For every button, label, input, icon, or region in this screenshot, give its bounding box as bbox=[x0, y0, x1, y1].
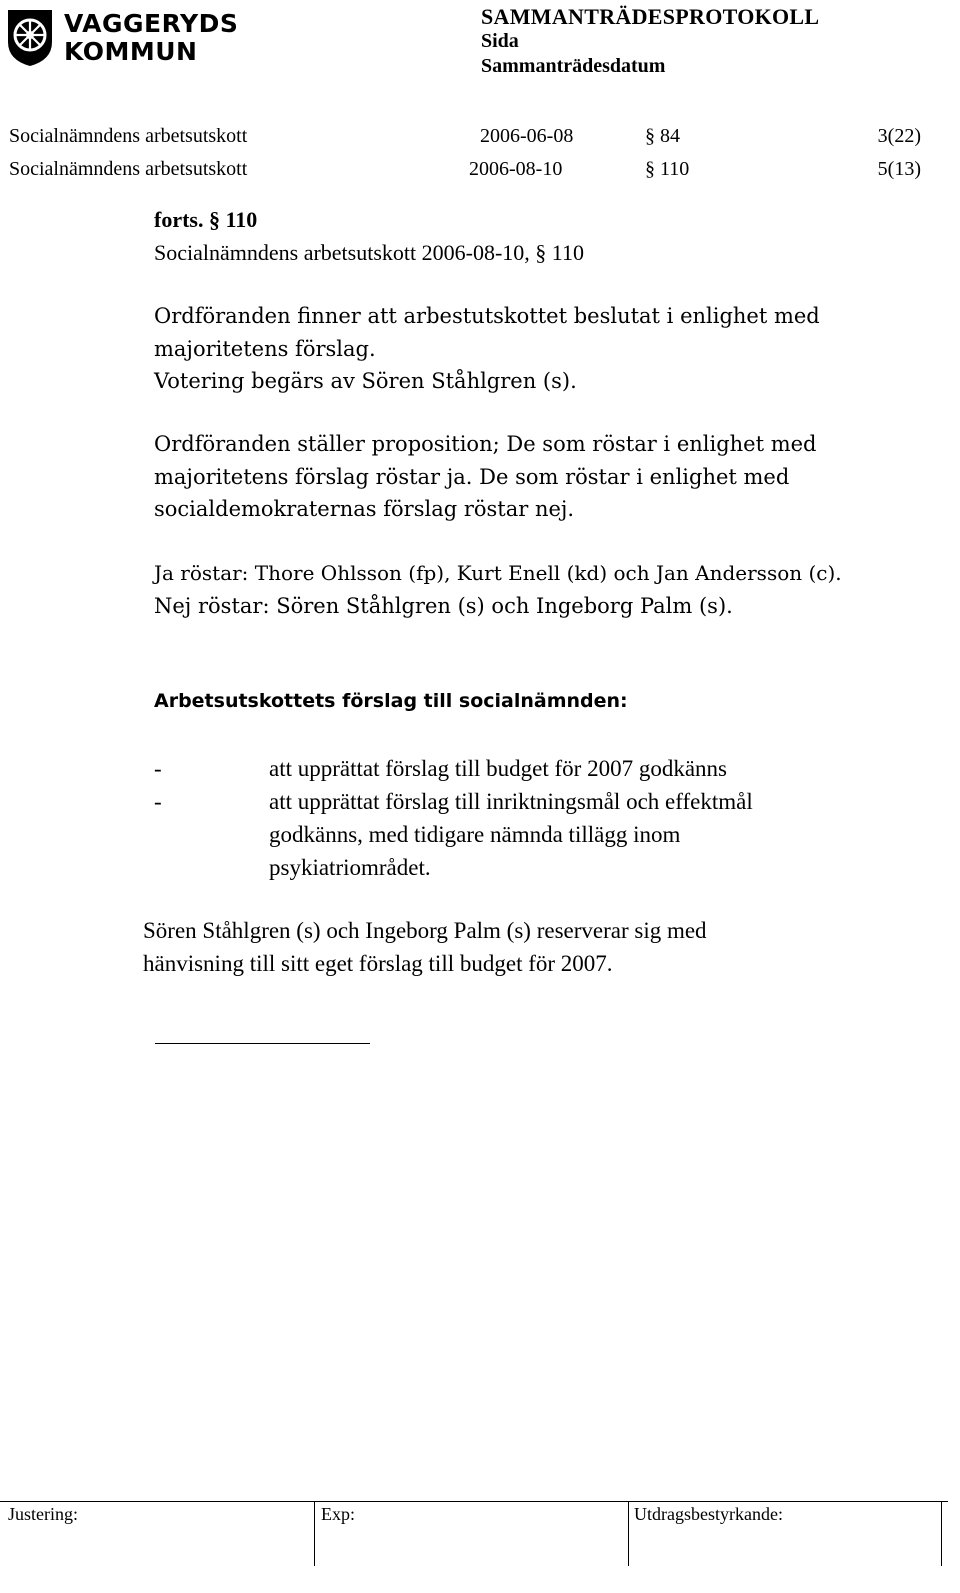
meeting-row-2-paragraph: § 110 bbox=[645, 158, 690, 180]
section-continued bbox=[154, 207, 257, 233]
section-continued-text: forts. § 110 bbox=[154, 207, 258, 232]
footer-exp-label: Exp: bbox=[321, 1504, 355, 1524]
proposal-item-1-text: att upprättat förslag till budget för 2007 godkänns bbox=[269, 756, 727, 781]
footer-divider-2 bbox=[628, 1502, 629, 1566]
proposal-item-2-dash: - bbox=[154, 789, 162, 814]
footer-justering-label: Justering: bbox=[8, 1504, 78, 1524]
proposal-item-2-line-3: psykiatriområdet. bbox=[269, 855, 431, 880]
meeting-row-1-body: Socialnämndens arbetsutskott bbox=[9, 125, 248, 147]
meeting-row-1-date: 2006-06-08 bbox=[480, 125, 574, 147]
meeting-row-2-body: Socialnämndens arbetsutskott bbox=[9, 158, 248, 180]
paragraph-1-line-3: Votering begärs av Sören Ståhlgren (s). bbox=[154, 369, 577, 393]
proposal-item-2-line-1: att upprättat förslag till inriktningsmål och effektmål bbox=[269, 789, 753, 814]
municipality-name bbox=[64, 10, 238, 66]
paragraph-1-line-2: majoritetens förslag. bbox=[154, 337, 376, 361]
footer-divider-3 bbox=[941, 1502, 942, 1566]
vote-no-line: Nej röstar: Sören Ståhlgren (s) och Ingeborg Palm (s). bbox=[154, 594, 733, 618]
footer-utdrag-label: Utdragsbestyrkande: bbox=[634, 1504, 783, 1524]
footer-rule bbox=[0, 1501, 948, 1502]
meeting-date-label: Sammanträdesdatum bbox=[481, 55, 666, 77]
meeting-row-2-date: 2006-08-10 bbox=[469, 158, 563, 180]
paragraph-1-line-1: Ordföranden finner att arbestutskottet beslutat i enlighet med bbox=[154, 304, 820, 328]
document-title: SAMMANTRÄDESPROTOKOLL bbox=[481, 4, 820, 29]
paragraph-2-line-2: majoritetens förslag röstar ja. De som röstar i enlighet med bbox=[154, 465, 790, 489]
reservation-line-2: hänvisning till sitt eget förslag till budget för 2007. bbox=[143, 951, 613, 976]
section-reference: Socialnämndens arbetsutskott 2006-08-10, § 110 bbox=[154, 240, 584, 265]
municipality-logo bbox=[6, 6, 246, 68]
vote-yes-line: Ja röstar: Thore Ohlsson (fp), Kurt Enell (kd) och Jan Andersson (c). bbox=[154, 561, 842, 585]
paragraph-2-line-3: socialdemokraternas förslag röstar nej. bbox=[154, 497, 575, 521]
reservation-line-1: Sören Ståhlgren (s) och Ingeborg Palm (s) reserverar sig med bbox=[143, 918, 707, 943]
page-label: Sida bbox=[481, 30, 519, 52]
end-separator-line bbox=[155, 1043, 370, 1044]
meeting-row-2-page: 5(13) bbox=[877, 158, 921, 180]
logo-line-2: KOMMUN bbox=[64, 37, 198, 66]
coat-of-arms-icon bbox=[6, 8, 54, 68]
footer-divider-1 bbox=[314, 1502, 315, 1566]
proposal-heading: Arbetsutskottets förslag till socialnämnden: bbox=[154, 690, 628, 712]
proposal-item-1-dash: - bbox=[154, 756, 162, 781]
paragraph-2-line-1: Ordföranden ställer proposition; De som röstar i enlighet med bbox=[154, 432, 817, 456]
proposal-item-2-line-2: godkänns, med tidigare nämnda tillägg inom bbox=[269, 822, 681, 847]
meeting-row-1-page: 3(22) bbox=[877, 125, 921, 147]
meeting-row-1-paragraph: § 84 bbox=[645, 125, 680, 147]
logo-line-1: VAGGERYDS bbox=[64, 9, 239, 38]
